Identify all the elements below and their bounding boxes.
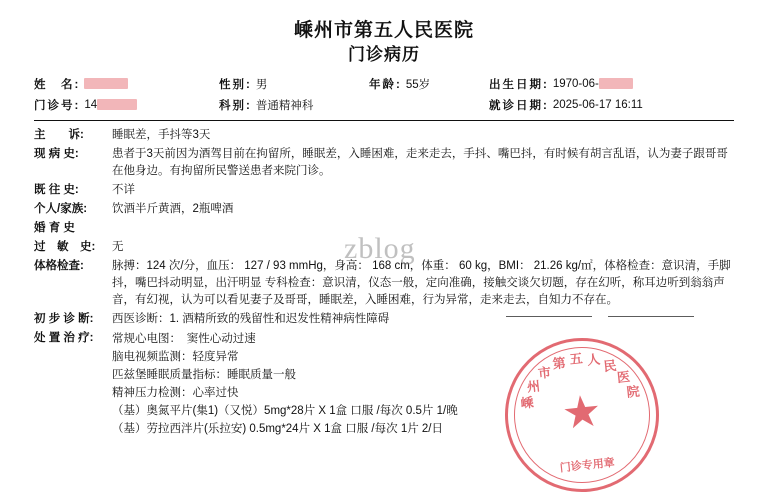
personal-family-history-text: 饮酒半斤黄酒，2瓶啤酒 [112,203,234,215]
section-physical-exam [34,258,734,309]
marriage-childbirth-label: 婚 育 史 [34,222,75,234]
field-visit-date [489,97,719,113]
name-label: 姓 名: [34,78,81,91]
department-value: 普通精神科 [255,99,314,112]
present-illness-text: 患者于3天前因为酒驾目前在拘留所，睡眠差，入睡困难，走来走去，手抖、嘴巴抖，有时候有胡言乱语，认为妻子跟哥哥在他身边。有拘留所民警送患者来院门诊。 [112,148,728,177]
redaction-bar-name [84,78,128,89]
personal-family-history-label: 个人/家族: [34,203,88,215]
treatment-line: 匹兹堡睡眠质量指标：睡眠质量一般 [112,369,296,381]
star-icon: ★ [559,386,604,439]
meta-row-1 [34,73,734,94]
page-title: 门诊病历 [348,45,420,64]
hospital-title: 嵊州市第五人民医院 [293,20,474,41]
preliminary-diagnosis-text: 西医诊断：1. 酒精所致的残留性和迟发性精神病性障碍 [112,313,390,325]
field-birthdate [489,76,719,92]
treatment-line: 常规心电图： 窦性心动过速 [112,333,256,345]
gender-value: 男 [255,78,268,91]
visit-date-label: 就诊日期: [489,99,549,112]
watermark: zblog [344,232,416,265]
gender-label: 性别: [219,78,252,91]
physical-exam-label: 体格检查: [34,260,84,272]
chief-complaint-label: 主 诉: [34,129,84,141]
past-history-label: 既 往 史: [34,184,79,196]
birthdate-label: 出生日期: [489,78,549,91]
section-past-history [34,182,734,199]
age-label: 年龄: [369,78,402,91]
treatment-lines [112,330,734,438]
section-present-illness [34,146,734,180]
redaction-bar-clinic-number [97,99,137,110]
treatment-line: （基）奥氮平片(集1)（又悦）5mg*28片 X 1盒 口服 /每次 0.5片 1/晚 [112,405,458,417]
treatment-label: 处 置 治 疗: [34,332,94,344]
clinic-number-value: 14 [84,98,98,111]
section-chief-complaint [34,127,734,144]
birthdate-value: 1970-06- [552,77,599,90]
divider [34,120,734,121]
field-name [34,76,219,92]
strikethrough-mark [506,316,592,317]
section-allergy [34,239,734,256]
preliminary-diagnosis-label: 初 步 诊 断: [34,313,94,325]
physical-exam-text: 脉搏：124 次/分，血压： 127 / 93 mmHg，身高： 168 cm，体重： 60 kg，BMI： 21.26 kg/㎡，体格检查：意识清，手脚抖，嘴巴抖动明显，出汗明显 专科检查：意识清，仪态一般，定向准确，接触交谈欠切题，存在幻听，称耳边听到翁翁声音，有幻视，认为可以看见妻子及哥哥，睡眠差，入睡困难，行为异常，走来走去，自知力不存在。 [112,260,731,306]
field-gender [219,76,369,92]
allergy-text: 无 [112,241,124,253]
field-age [369,76,489,92]
visit-date-value: 2025-06-17 16:11 [552,98,643,111]
field-department [219,97,369,113]
strikethrough-mark [608,316,694,317]
record-body [34,127,734,438]
redaction-bar-birthdate [599,78,633,89]
age-value: 55岁 [405,78,431,91]
allergy-label: 过 敏 史: [34,241,96,253]
field-clinic-number [34,97,219,113]
department-label: 科别: [219,99,252,112]
present-illness-label: 现 病 史: [34,148,79,160]
clinic-number-label: 门诊号: [34,99,81,112]
title-block [34,18,734,67]
treatment-line: （基）劳拉西泮片(乐拉安) 0.5mg*24片 X 1盒 口服 /每次 1片 2/日 [112,423,443,435]
stamp-arc-text: 嵊 州 市 第 五 人 民 医 院 [519,350,641,411]
section-preliminary-diagnosis [34,311,734,328]
meta-row-2 [34,94,734,115]
treatment-line: 精神压力检测：心率过快 [112,387,239,399]
past-history-text: 不详 [112,184,135,196]
section-treatment [34,330,734,438]
section-marriage-childbirth [34,220,734,237]
stamp-bottom-text: 门诊专用章 [559,456,616,475]
treatment-line: 脑电视频监测：轻度异常 [112,351,239,363]
chief-complaint-text: 睡眠差，手抖等3天 [112,129,211,141]
patient-meta [34,73,734,115]
section-personal-family-history [34,201,734,218]
